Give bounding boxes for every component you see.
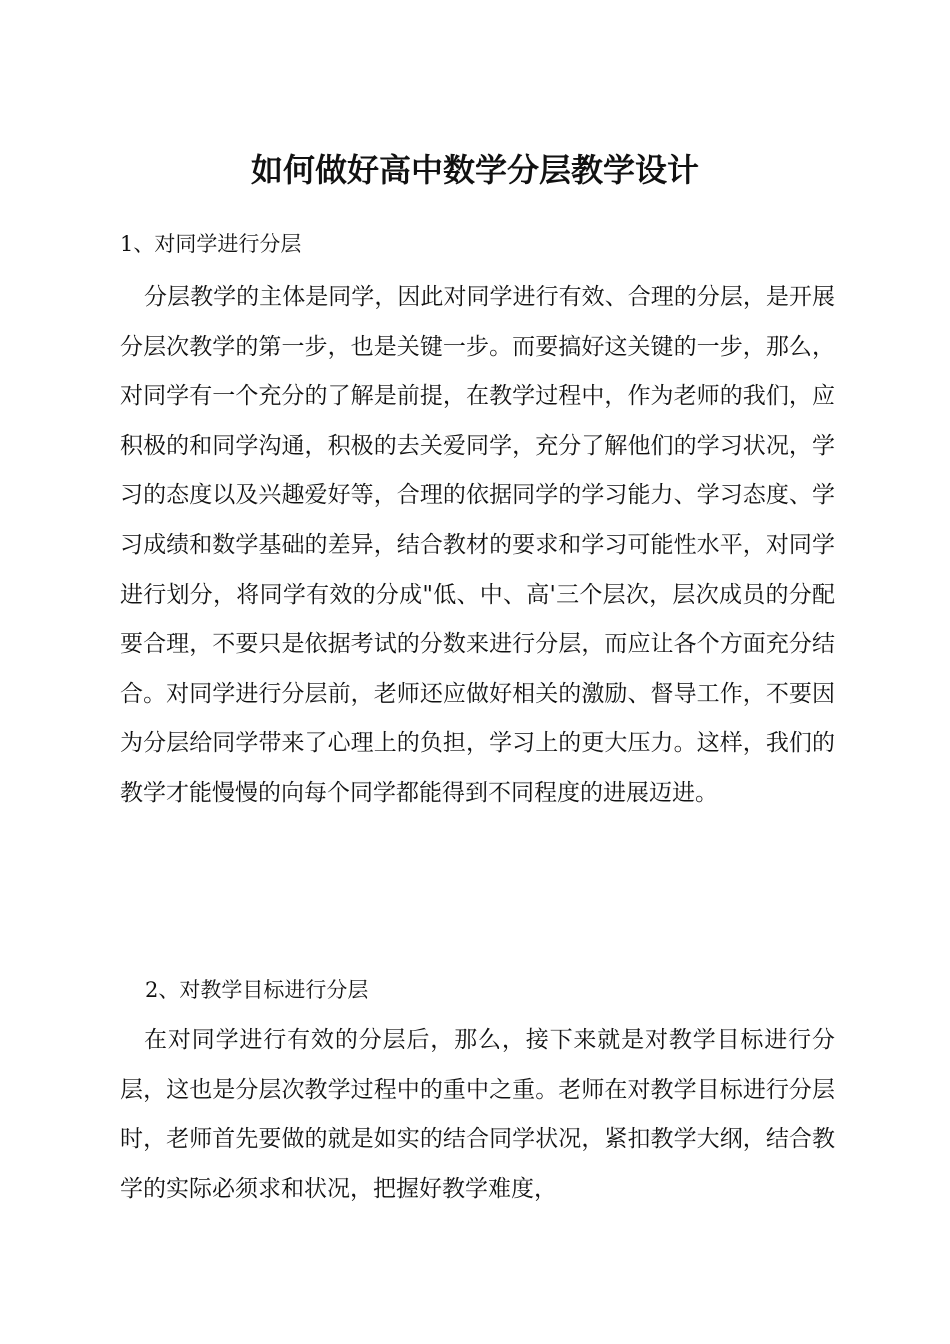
section-paragraph-1: 分层教学的主体是同学，因此对同学进行有效、合理的分层，是开展分层次教学的第一步，也是关键一步。而要搞好这关键的一步，那么，对同学有一个充分的了解是前提，在教学过程中，作为老师的我们，应积极的和同学沟通，积极的去关爱同学，充分了解他们的学习状况，学习的态度以及兴趣爱好等，合理的依据同学的学习能力、学习态度、学习成绩和数学基础的差异，结合教材的要求和学习可能性水平，对同学进行划分，将同学有效的分成"低、中、高'三个层次，层次成员的分配要合理，不要只是依据考试的分数来进行分层，而应让各个方面充分结合。对同学进行分层前，老师还应做好相关的激励、督导工作，不要因为分层给同学带来了心理上的负担，学习上的更大压力。这样，我们的教学才能慢慢的向每个同学都能得到不同程度的进展迈进。 [120,284,835,806]
document-title: 如何做好高中数学分层教学设计 [250,151,699,189]
section-paragraph-2: 在对同学进行有效的分层后，那么，接下来就是对教学目标进行分层，这也是分层次教学过程中的重中之重。老师在对教学目标进行分层时，老师首先要做的就是如实的结合同学状况，紧扣教学大纲，结合教学的实际必须求和状况，把握好教学难度， [120,1027,835,1202]
section-heading-2: 2、对教学目标进行分层 [145,978,369,1002]
section-heading-1: 1、对同学进行分层 [120,232,302,256]
